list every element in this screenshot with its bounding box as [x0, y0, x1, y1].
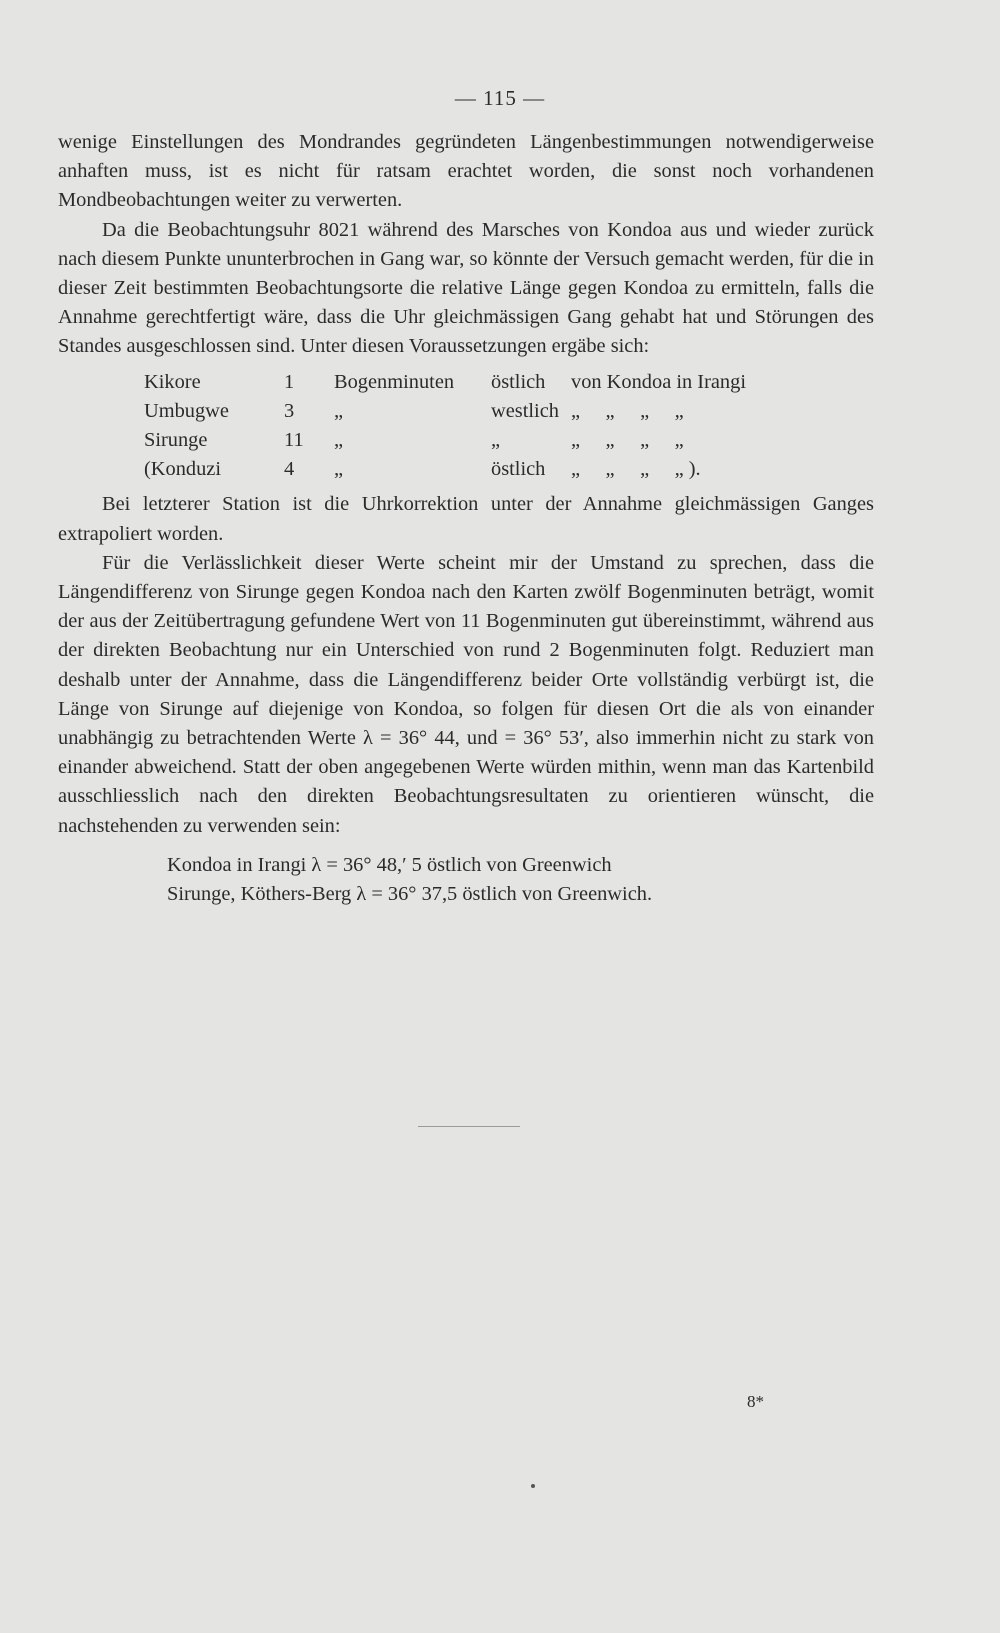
- reference-text: „ „ „ „ ).: [571, 458, 701, 481]
- page-number: — 115 —: [454, 86, 546, 110]
- station-name: Kikore: [144, 370, 201, 393]
- table-row: [144, 455, 874, 484]
- result-line-sirunge: Sirunge, Köthers-Berg λ = 36° 37,5 östlich von Greenwich.: [167, 883, 653, 905]
- unit-label: „: [334, 399, 344, 422]
- reference-text: „ „ „ „: [571, 429, 684, 451]
- signature-mark: 8*: [747, 1392, 764, 1411]
- station-name: Umbugwe: [144, 399, 229, 422]
- paragraph-3: Bei letzterer Station ist die Uhrkorrektion unter der Annahme gleichmässigen Ganges extrapoliert worden.: [58, 493, 874, 545]
- reference-text: von Kondoa in Irangi: [571, 370, 746, 393]
- longitude-table: [144, 368, 874, 485]
- print-dot: [531, 1484, 535, 1488]
- result-line-kondoa: Kondoa in Irangi λ = 36° 48,′ 5 östlich von Greenwich: [167, 853, 612, 876]
- unit-label: „: [334, 429, 344, 451]
- station-name: Sirunge: [144, 429, 208, 451]
- unit-label: „: [334, 458, 344, 481]
- result-block: [167, 851, 874, 909]
- direction-label: „: [491, 429, 501, 451]
- paragraph-1: wenige Einstellungen des Mondrandes gegründeten Längenbestimmungen notwendigerweise anhaften muss, ist es nicht für ratsam erachtet worden, die sonst noch vorhandenen Mondbeobachtungen weiter zu verwerten.: [58, 131, 874, 212]
- table-row: [144, 368, 874, 397]
- direction-label: östlich: [491, 458, 546, 481]
- unit-label: Bogenminuten: [334, 370, 455, 393]
- table-row: [144, 397, 874, 426]
- direction-label: östlich: [491, 370, 546, 393]
- body-text: [58, 128, 874, 909]
- minutes-value: 3: [284, 399, 295, 422]
- paragraph-2: Da die Beobachtungsuhr 8021 während des Marsches von Kondoa aus und wieder zurück nach diesem Punkte ununterbrochen in Gang war, so könnte der Versuch gemacht werden, für die in dieser Zeit bestimmten Beobachtungsorte die relative Länge gegen Kondoa zu ermitteln, falls die Annahme gerechtfertigt wäre, dass die Uhr gleichmässigen Gang gehabt hat und Störungen des Standes ausgeschlossen sind. Unter diesen Voraussetzungen ergäbe sich:: [58, 218, 874, 358]
- section-divider: [418, 1126, 520, 1127]
- direction-label: westlich: [491, 399, 559, 422]
- minutes-value: 11: [284, 429, 304, 451]
- minutes-value: 1: [284, 370, 295, 393]
- table-row: [144, 426, 874, 455]
- station-name: (Konduzi: [144, 458, 222, 481]
- reference-text: „ „ „ „: [571, 399, 684, 422]
- paragraph-4: Für die Verlässlichkeit dieser Werte scheint mir der Umstand zu sprechen, dass die Längendifferenz von Sirunge gegen Kondoa nach den Karten zwölf Bogenminuten beträgt, womit der aus der Zeitübertragung gefundene Wert von 11 Bogenminuten gut übereinstimmt, während aus der direkten Beobachtung nur ein Unterschied von rund 2 Bogenminuten folgt. Reduziert man deshalb unter der Annahme, dass die Längendifferenz beider Orte vollständig verbürgt ist, die Länge von Sirunge auf diejenige von Kondoa, so folgen für diesen Ort die als von einander unabhängig zu betrachtenden Werte λ = 36° 44, und = 36° 53′, also immerhin nicht zu stark von einander abweichend. Statt der oben angegebenen Werte würden mithin, wenn man das Kartenbild ausschliesslich nach den direkten Beobachtungsresultaten zu orientieren wünscht, die nachstehenden zu verwenden sein:: [58, 551, 874, 837]
- minutes-value: 4: [284, 458, 295, 481]
